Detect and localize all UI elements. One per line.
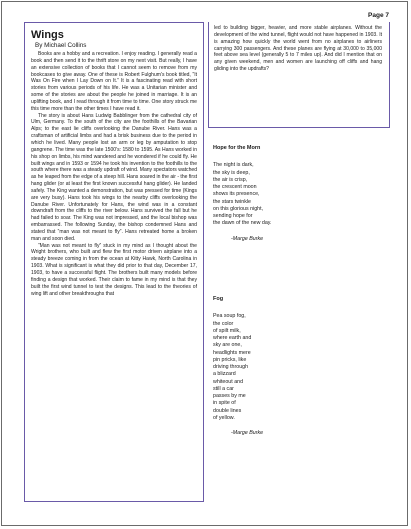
poem-line: shows its presence, xyxy=(213,191,260,198)
poem-line: the color xyxy=(213,320,234,327)
poem-line: the sky is deep, xyxy=(213,169,250,176)
poem-title: Hope for the Morn xyxy=(213,145,261,151)
poem-line: passes by me xyxy=(213,393,246,399)
poem-author: -Marge Burke xyxy=(231,430,264,436)
poem-line: the dawn of the new day. xyxy=(213,220,272,227)
poem-line: Pea soup fog, xyxy=(213,313,246,320)
poem-line: in spite of xyxy=(213,400,236,407)
poem-line: where earth and xyxy=(213,335,252,341)
poem-line: sending hope for xyxy=(213,213,253,219)
article-box xyxy=(24,22,204,502)
poem-line: the air is crisp, xyxy=(213,176,248,183)
poem-line: sky are one, xyxy=(213,342,242,349)
poem-line: double lines xyxy=(213,407,242,414)
poem-line: pin pricks, like xyxy=(213,356,247,363)
poem-line: driving through xyxy=(213,364,249,370)
poem-line: headlights mere xyxy=(213,349,251,356)
poem-hope-for-the-morn xyxy=(213,145,388,243)
article-paragraph: “Man was not meant to fly” stuck in my mind as I thought about the Wright brothers, who built and flew the first motor driven airplane into a steady breeze coming in from the ocean at Kitty Hawk, North Carolina in 1903. What is significant is what they did prior to that day, December 17, 1903, to have a successful flight. The brothers built many models before finding a design that worked. Their claim to fame in my mind is that they built the first wind tunnel to test the designs. This lead to the theories of wing lift and other breakthroughs that xyxy=(31,242,197,297)
poem-author: -Marge Burke xyxy=(231,235,264,242)
article-paragraph: The story is about Hans Ludwig Babblinger from the cathedral city of Ulm, Germany. To the south of the city are the foothills of the Bavarian Alps; to the east lie cliffs overlooking the Danube River. Hans was a craftsman of artificial limbs and had a brisk business due to the period in which he lived. Many people lost an arm or leg by amputation to stop gangrene. The time was the late 1500's: 1580 to 1595. As Hans worked in his shop on limbs, his mind wandered and he wondered if he could fly. He built wings and in 1593 or 1594 he took his invention to the foothills to the south where there was a steady updraft of wind. Many spectators watched as he leaped from the edge of a steep hill. Hans soared in the air - the first hang glider (or at least the first known successful hang glider). He landed safely. The King wanted a demonstration, but was pressed for time (Kings are very busy). Hans took his wings to the nearby cliffs overlooking the Danube River. Unfortunately for Hans, the wind was in a constant downdraft from the cliffs to the river below. Hans survived the fall but he had failed to soar. The King was not impressed, and the local bishop was embarrassed. The following Sunday, the bishop condemned Hans and stated that “man was not meant to fly”. Hans retreated home a broken man and soon died. xyxy=(31,112,197,242)
poem-fog xyxy=(213,296,388,437)
poem-line: still a car xyxy=(213,385,234,392)
poem-line: The night is dark, xyxy=(213,162,254,169)
poem-line: the crescent moon xyxy=(213,184,257,190)
article-paragraph: Books are a hobby and a recreation. I enjoy reading. I generally read a book and then send it to the thrift store on my next visit. But really, I have an extensive collection of books that I cannot seem to remove from my bookcases to give away. One of these is Robert Fulghum's book titled, “It Was On Fire when I Lay Down on It.” It is a fascinating read with short stories from various periods of his life. He was a Unitarian minister and some of the stories are about the people he joined in marriage. It is an uplifting book, and I read through it from time to time. One story struck me this time more than the other times I have read it. xyxy=(31,51,197,112)
poem-line: the stars twinkle xyxy=(213,198,251,205)
article-continuation: led to building bigger, heavier, and more stable airplanes. Without the development of the wind tunnel, flight would not have happened in 1903. It is amazing how quickly the world went from no airplanes to airliners carrying 300 passengers. And these planes are flying at 30,000 to 35,000 feet above sea level (generally 5 to 7 miles up). And did I mention that on any given weekend, men and women are launching off cliffs and hang gliding into the updrafts? xyxy=(214,25,382,73)
article-title: Wings xyxy=(31,29,64,41)
poem-title: Fog xyxy=(213,296,224,302)
poem-line: a blizzard xyxy=(213,371,236,378)
poem-line: on this glorious night, xyxy=(213,205,264,212)
poem-line: of spilt milk, xyxy=(213,327,241,334)
article-continuation-box xyxy=(208,22,390,128)
poem-line: whiteout and xyxy=(213,378,244,385)
poem-line: of yellow. xyxy=(213,414,235,421)
article-author: By Michael Collins xyxy=(35,42,87,49)
page-number: Page 7 xyxy=(368,12,389,19)
